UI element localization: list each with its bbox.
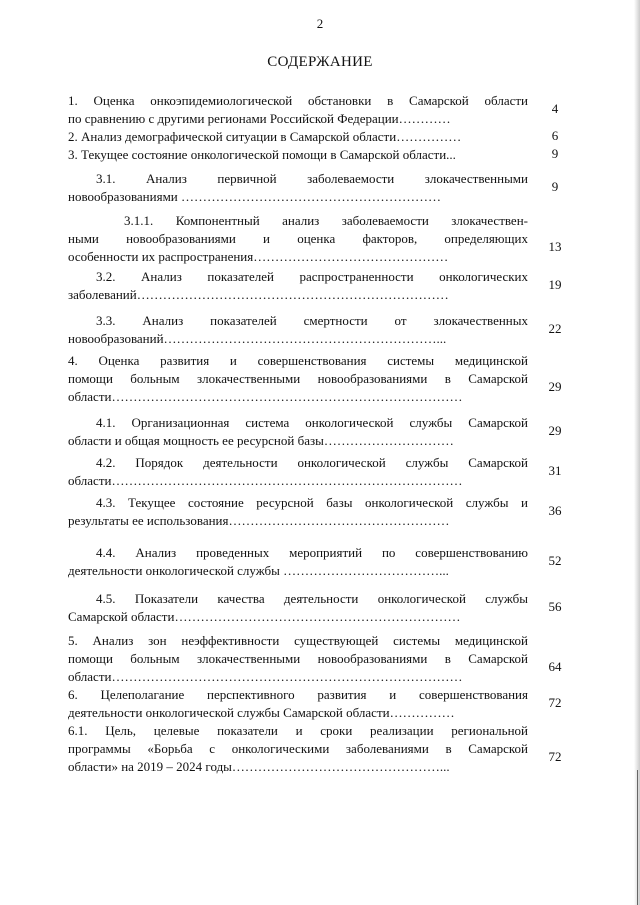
toc-entry xyxy=(68,686,528,722)
scan-edge-line xyxy=(637,770,638,905)
toc-page-number: 31 xyxy=(548,463,562,478)
toc-entry-line: заболеваний……………………………………………………………… xyxy=(68,287,449,302)
toc-entry-line: области» на 2019 – 2024 годы…………………………………………... xyxy=(68,759,450,774)
toc-entry xyxy=(68,632,528,686)
toc-entry xyxy=(68,352,528,406)
toc-entry xyxy=(68,146,528,164)
toc-entry-line: 2. Анализ демографической ситуации в Самарской области…………… xyxy=(68,129,462,144)
toc-entry-line: помощи больным злокачественными новообразованиями в Самарской xyxy=(68,651,528,666)
toc-entry xyxy=(68,590,528,626)
toc-page-number: 6 xyxy=(551,128,559,143)
toc-entry-line: 3.1.1. Компонентный анализ заболеваемости злокачествен- xyxy=(124,213,528,228)
toc-entry-line: Самарской области………………………………………………………… xyxy=(68,609,461,624)
toc-entry-line: 4.5. Показатели качества деятельности онкологической службы xyxy=(96,591,528,606)
toc-page-number: 52 xyxy=(548,553,562,568)
toc-page-number: 9 xyxy=(551,179,559,194)
toc-entry-line: новообразованиями …………………………………………………… xyxy=(68,189,442,204)
toc-entry-line: 3.1. Анализ первичной заболеваемости злокачественными xyxy=(96,171,528,186)
toc-entry-line: новообразований………………………………………………………... xyxy=(68,331,447,346)
toc-entry-line: 6. Целеполагание перспективного развития и совершенствования xyxy=(68,687,528,702)
toc-page-number: 72 xyxy=(548,695,562,710)
toc-entry-line: по сравнению с другими регионами Российской Федерации………… xyxy=(68,111,451,126)
toc-page-number: 4 xyxy=(551,101,559,116)
toc-entry-line: 5. Анализ зон неэффективности существующей системы медицинской xyxy=(68,633,528,648)
toc-entry-line: особенности их распространения……………………………………… xyxy=(68,249,449,264)
toc-entry xyxy=(68,212,528,266)
toc-page-number: 19 xyxy=(548,277,562,292)
toc-page-number: 56 xyxy=(548,599,562,614)
toc-entry xyxy=(68,92,528,128)
toc-page-number: 22 xyxy=(548,321,562,336)
toc-page-number: 64 xyxy=(548,659,562,674)
toc-page-number: 72 xyxy=(548,749,562,764)
toc-entry-line: области……………………………………………………………………… xyxy=(68,473,463,488)
toc-entry-line: ными новообразованиями и оценка факторов, определяющих xyxy=(68,231,528,246)
toc-entry xyxy=(68,454,528,490)
toc-entry-line: области и общая мощность ее ресурсной базы………………………… xyxy=(68,433,454,448)
toc-page-number: 13 xyxy=(548,239,562,254)
toc-entry xyxy=(68,128,528,146)
toc-entry-line: 4.2. Порядок деятельности онкологической службы Самарской xyxy=(96,455,528,470)
toc-entry-line: помощи больным злокачественными новообразованиями в Самарской xyxy=(68,371,528,386)
toc-entry-line: 4.1. Организационная система онкологической службы Самарской xyxy=(96,415,528,430)
toc-entry-line: 6.1. Цель, целевые показатели и сроки реализации региональной xyxy=(68,723,528,738)
page-number: 2 xyxy=(316,16,324,31)
toc-entry-line: 3.3. Анализ показателей смертности от злокачественных xyxy=(96,313,528,328)
toc-entry-line: области……………………………………………………………………… xyxy=(68,389,463,404)
toc-entry xyxy=(68,414,528,450)
toc-entry-line: 4.4. Анализ проведенных мероприятий по совершенствованию xyxy=(96,545,528,560)
toc-page-number: 29 xyxy=(548,379,562,394)
toc-entry xyxy=(68,494,528,530)
toc-entry xyxy=(68,312,528,348)
toc-entry-line: области……………………………………………………………………… xyxy=(68,669,463,684)
toc-entry xyxy=(68,544,528,580)
toc-entry-line: результаты ее использования…………………………………………… xyxy=(68,513,450,528)
toc-entry-line: 3. Текущее состояние онкологической помощи в Самарской области... xyxy=(68,147,456,162)
toc-entry xyxy=(68,170,528,206)
toc-page-number: 9 xyxy=(551,146,559,161)
toc-entry-line: 4. Оценка развития и совершенствования системы медицинской xyxy=(68,353,528,368)
toc-page-number: 29 xyxy=(548,423,562,438)
toc-entry-line: программы «Борьба с онкологическими заболеваниями в Самарской xyxy=(68,741,528,756)
toc-title: СОДЕРЖАНИЕ xyxy=(267,54,373,70)
toc-entry-line: деятельности онкологической службы ………………………………... xyxy=(68,563,449,578)
toc-entry xyxy=(68,268,528,304)
toc-entry-line: деятельности онкологической службы Самарской области…………… xyxy=(68,705,455,720)
toc-page-number: 36 xyxy=(548,503,562,518)
toc-entry-line: 3.2. Анализ показателей распространенности онкологических xyxy=(96,269,528,284)
toc-entry-line: 4.3. Текущее состояние ресурсной базы онкологической службы и xyxy=(96,495,528,510)
toc-entry xyxy=(68,722,528,776)
toc-entry-line: 1. Оценка онкоэпидемиологической обстановки в Самарской области xyxy=(68,93,528,108)
